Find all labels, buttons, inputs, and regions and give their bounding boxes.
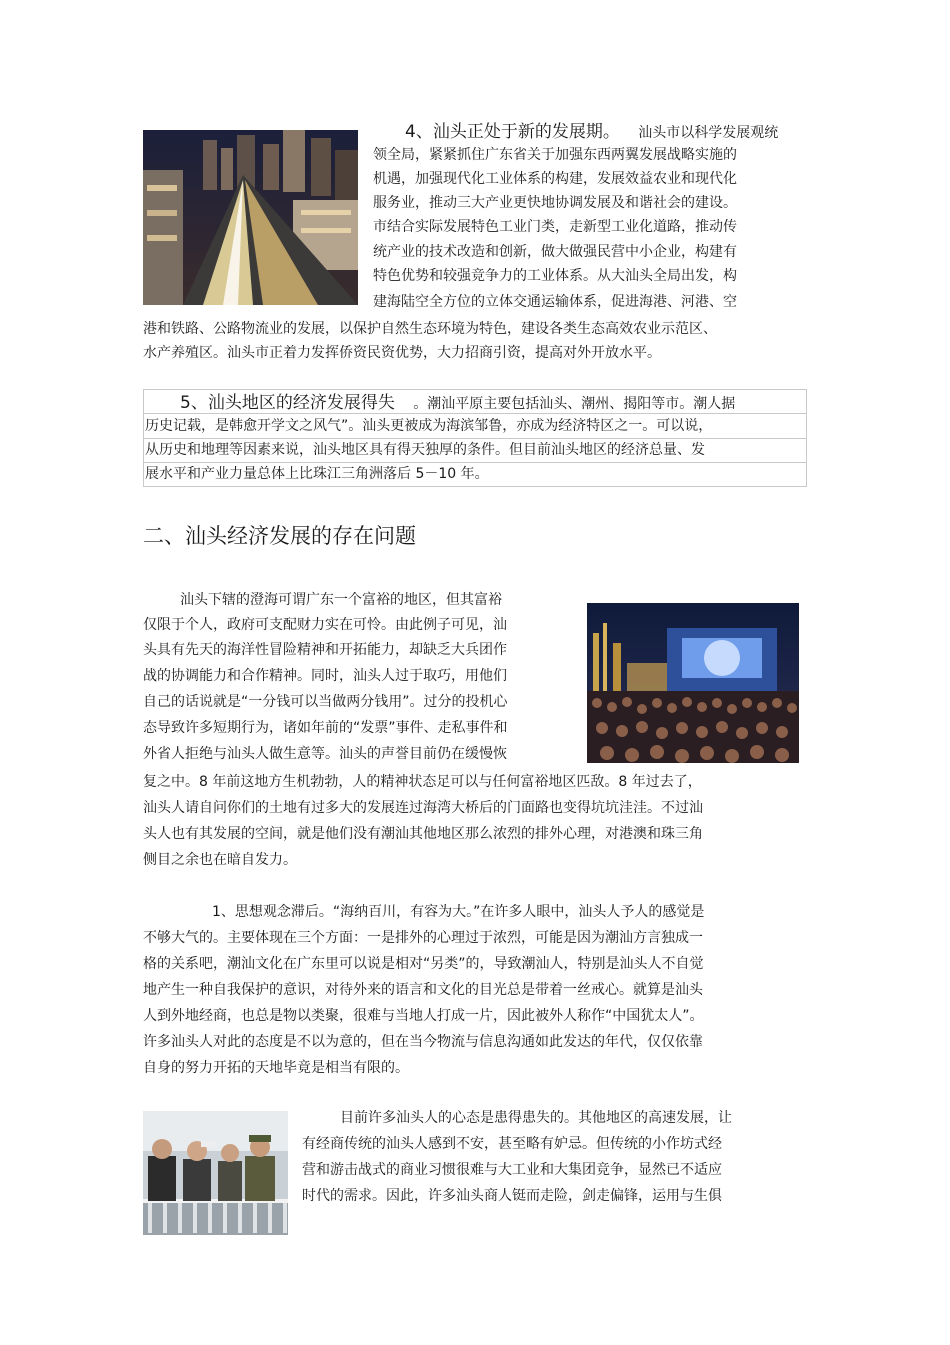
para-b-line-6: 自身的努力开拓的天地毕竟是相当有限的。 <box>143 1060 409 1076</box>
section5-line-1: 历史记载，是韩愈开学文之风气”。汕头更被成为海滨邹鲁，亦成为经济特区之一。可以说， <box>145 418 713 434</box>
section4-line-1: 领全局，紧紧抓住广东省关于加强东西两翼发展战略实施的 <box>373 147 737 163</box>
concert-crowd-photo <box>587 603 799 763</box>
para-b-line-1: 不够大气的。主要体现在三个方面：一是排外的心理过于浓烈，可能是因为潮汕方言独成一 <box>143 930 703 946</box>
section4-line-4: 市结合实际发展特色工业门类，走新型工业化道路，推动传 <box>373 219 737 235</box>
para-a-line-1: 仅限于个人，政府可支配财力实在可怜。由此例子可见，汕 <box>143 617 507 633</box>
section5-rule-0 <box>143 389 807 390</box>
section-heading-2: 二、汕头经济发展的存在问题 <box>143 524 416 548</box>
section4-line-8: 港和铁路、公路物流业的发展，以保护自然生态环境为特色，建设各类生态高效农业示范区、 <box>143 321 717 337</box>
section4-lead: 4、汕头正处于新的发展期。 <box>405 122 620 142</box>
section4-line-6: 特色优势和较强竞争力的工业体系。从大汕头全局出发，构 <box>373 268 737 284</box>
section4-line-3: 服务业，推动三大产业更快地协调发展及和谐社会的建设。 <box>373 195 737 211</box>
para-c-line-2: 营和游击战式的商业习惯很难与大工业和大集团竞争，显然已不适应 <box>302 1162 722 1178</box>
para-c-line-0: 目前许多汕头人的心态是患得患失的。其他地区的高速发展，让 <box>340 1110 732 1126</box>
city-night-photo <box>143 130 358 305</box>
para-b-line-4: 人到外地经商，也总是物以类聚，很难与当地人打成一片，因此被外人称作“中国犹太人”。 <box>143 1008 704 1024</box>
section4-line-5: 统产业的技术改造和创新，做大做强民营中小企业，构建有 <box>373 244 737 260</box>
para-c-line-1: 有经商传统的汕头人感到不安，甚至略有妒忌。但传统的小作坊式经 <box>302 1136 722 1152</box>
section5-lead: 5、汕头地区的经济发展得失 <box>180 393 395 413</box>
section4-line-7: 建海陆空全方位的立体交通运输体系，促进海港、河港、空 <box>373 294 737 310</box>
officials-group-photo <box>143 1111 288 1235</box>
para-a-line-0: 汕头下辖的澄海可谓广东一个富裕的地区，但其富裕 <box>180 592 502 608</box>
para-c-line-3: 时代的需求。因此，许多汕头商人铤而走险，剑走偏锋，运用与生俱 <box>302 1188 722 1204</box>
para-b-line-0: 1、思想观念滞后。“海纳百川，有容为大。”在许多人眼中，汕头人予人的感觉是 <box>212 904 705 920</box>
section4-line-9: 水产养殖区。汕头市正着力发挥侨资民资优势，大力招商引资，提高对外开放水平。 <box>143 345 661 361</box>
section4-line-0-text: 汕头市以科学发展观统 <box>638 125 779 141</box>
section5-line-3: 展水平和产业力量总体上比珠江三角洲落后 5－10 年。 <box>145 466 489 482</box>
para-b-line-2: 格的关系吧，潮汕文化在广东里可以说是相对“另类”的，导致潮汕人，特别是汕头人不自觉 <box>143 956 704 972</box>
para-a-line-6: 外省人拒绝与汕头人做生意等。汕头的声誉目前仍在缓慢恢 <box>143 746 507 762</box>
section5-rule-4 <box>143 486 807 487</box>
section5-line-2: 从历史和地理等因素来说，汕头地区具有得天独厚的条件。但目前汕头地区的经济总量、发 <box>145 442 705 458</box>
section5-rule-left <box>143 389 144 486</box>
para-a-line-10: 侧目之余也在暗自发力。 <box>143 852 297 868</box>
para-a-line-2: 头具有先天的海洋性冒险精神和开拓能力，却缺乏大兵团作 <box>143 642 507 658</box>
section5-line-0-text: 。潮汕平原主要包括汕头、潮州、揭阳等市。潮人据 <box>413 396 736 412</box>
para-a-line-9: 头人也有其发展的空间，就是他们没有潮汕其他地区那么浓烈的排外心理，对港澳和珠三角 <box>143 826 703 842</box>
para-a-line-3: 战的协调能力和合作精神。同时，汕头人过于取巧，用他们 <box>143 668 507 684</box>
para-b-line-3: 地产生一种自我保护的意识，对待外来的语言和文化的目光总是带着一丝戒心。就算是汕头 <box>143 982 703 998</box>
para-a-line-5: 态导致许多短期行为，诸如年前的“发票”事件、走私事件和 <box>143 720 508 736</box>
section4-line-0 <box>405 120 778 145</box>
para-a-line-7: 复之中。8 年前这地方生机勃勃，人的精神状态足可以与任何富裕地区匹敌。8 年过去了， <box>143 774 702 790</box>
section4-line-2: 机遇，加强现代化工业体系的构建，发展效益农业和现代化 <box>373 171 737 187</box>
section5-rule-right <box>806 389 807 486</box>
para-b-line-5: 许多汕头人对此的态度是不以为意的，但在当今物流与信息沟通如此发达的年代，仅仅依靠 <box>143 1034 703 1050</box>
para-a-line-4: 自己的话说就是“一分钱可以当做两分钱用”。过分的投机心 <box>143 694 508 710</box>
para-a-line-8: 汕头人请自问你们的土地有过多大的发展连过海湾大桥后的门面路也变得坑坑洼洼。不过汕 <box>143 800 703 816</box>
section5-line-0 <box>180 391 735 416</box>
